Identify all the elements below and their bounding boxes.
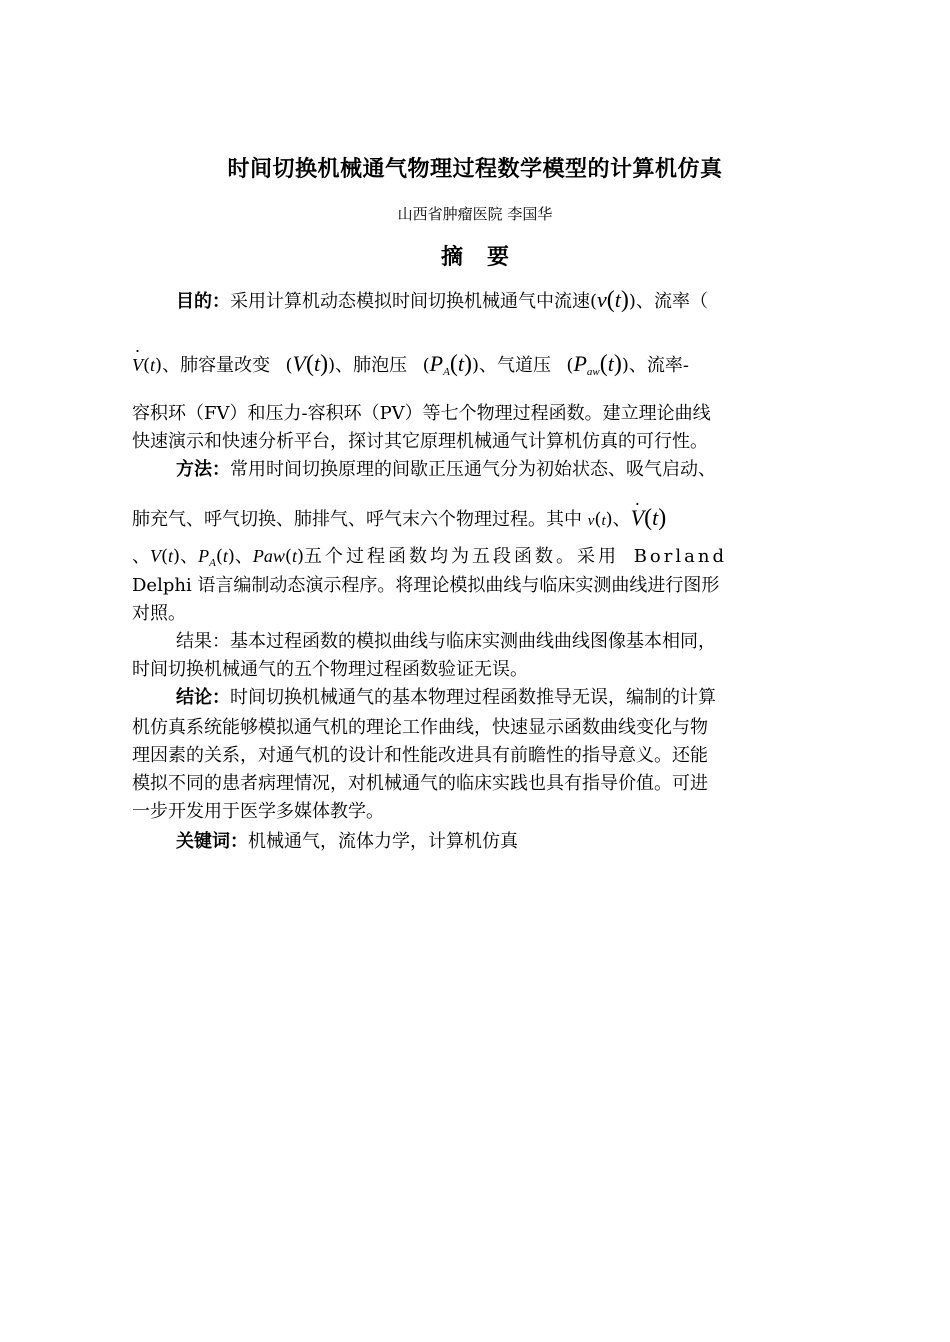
abstract-heading: 摘要 (440, 245, 533, 270)
math-PA: P (429, 351, 444, 376)
purpose-text-2b: 、肺泡压 (335, 355, 408, 376)
result-line-2: 时间切换机械通气的五个物理过程函数验证无误。 (132, 659, 528, 680)
result-text-1: 基本过程函数的模拟曲线与临床实测曲线曲线图像基本相同， (230, 631, 716, 652)
conclusion-line-5: 一步开发用于医学多媒体教学。 (132, 801, 384, 822)
purpose-line-3: 容积环（FV）和压力-容积环（PV）等七个物理过程函数。建立理论曲线 (132, 403, 711, 424)
result-line-1 (176, 630, 846, 654)
method-lead: 方法： (176, 459, 230, 480)
method-line-1 (176, 458, 846, 482)
conclusion-text-1: 时间切换机械通气的基本物理过程函数推导无误，编制的计算 (230, 687, 716, 708)
conclusion-line-3: 理因素的关系，对通气机的设计和性能改进具有前瞻性的指导意义。还能 (132, 745, 708, 766)
method-line-4: Delphi 语言编制动态演示程序。将理论模拟曲线与临床实测曲线进行图形 (132, 575, 720, 596)
purpose-text-2c: 、气道压 (478, 355, 551, 376)
method-text-3: 五个过程函数均为五段函数。采用 Borland (303, 546, 727, 567)
purpose-line-4: 快速演示和快速分析平台，探讨其它原理机械通气计算机仿真的可行性。 (132, 431, 708, 452)
conclusion-line-1 (176, 686, 846, 710)
keywords-text: 机械通气，流体力学，计算机仿真 (248, 831, 518, 852)
keywords-lead: 关键词： (176, 831, 248, 852)
math-v: v (597, 287, 607, 312)
author-affiliation: 山西省肿瘤医院 李国华 (397, 205, 553, 223)
math-Paw: P (573, 351, 587, 376)
math-t: t (614, 287, 621, 312)
method-line-3: 、V(t)、$P_A(t)$、Paw(t)五个过程函数均为五段函数。采用 Borland (132, 546, 727, 569)
method-text-1: 常用时间切换原理的间歇正压通气分为初始状态、吸气启动、 (230, 459, 716, 480)
conclusion-line-2: 机仿真系统能够模拟通气机的理论工作曲线，快速显示函数曲线变化与物 (132, 717, 708, 738)
result-lead: 结果： (176, 631, 230, 652)
keywords-line (176, 830, 846, 854)
method-line-5: 对照。 (132, 603, 186, 624)
conclusion-lead: 结论： (176, 687, 230, 708)
purpose-text-2a: 、肺容量改变 (162, 355, 271, 376)
math-vdot: · V (132, 353, 143, 377)
purpose-lead: 目的： (176, 291, 230, 312)
purpose-line-2: · V(t)、肺容量改变 (V(t))、肺泡压 $(P_A(t))$、气道压 $(P_{aw}(t))$、流率- (132, 352, 846, 384)
method-text-2: 肺充气、呼气切换、肺排气、呼气末六个物理过程。其中 (132, 509, 582, 530)
purpose-text-1: 采用计算机动态模拟时间切换机械通气中流速 (230, 291, 590, 312)
paper-title: 时间切换机械通气物理过程数学模型的计算机仿真 (227, 157, 723, 182)
purpose-text-1-end: 、流率（ (635, 291, 708, 312)
math-V: V (292, 351, 306, 376)
method-line-2: 肺充气、呼气切换、肺排气、呼气末六个物理过程。其中 v(t)、· V(t) (132, 506, 846, 533)
purpose-text-2d: 、流率- (628, 355, 689, 376)
purpose-line-1: 目的：采用计算机动态模拟时间切换机械通气中流速(v(t))、流率（ (176, 287, 708, 313)
conclusion-line-4: 模拟不同的患者病理情况，对机械通气的临床实践也具有指导价值。可进 (132, 773, 708, 794)
